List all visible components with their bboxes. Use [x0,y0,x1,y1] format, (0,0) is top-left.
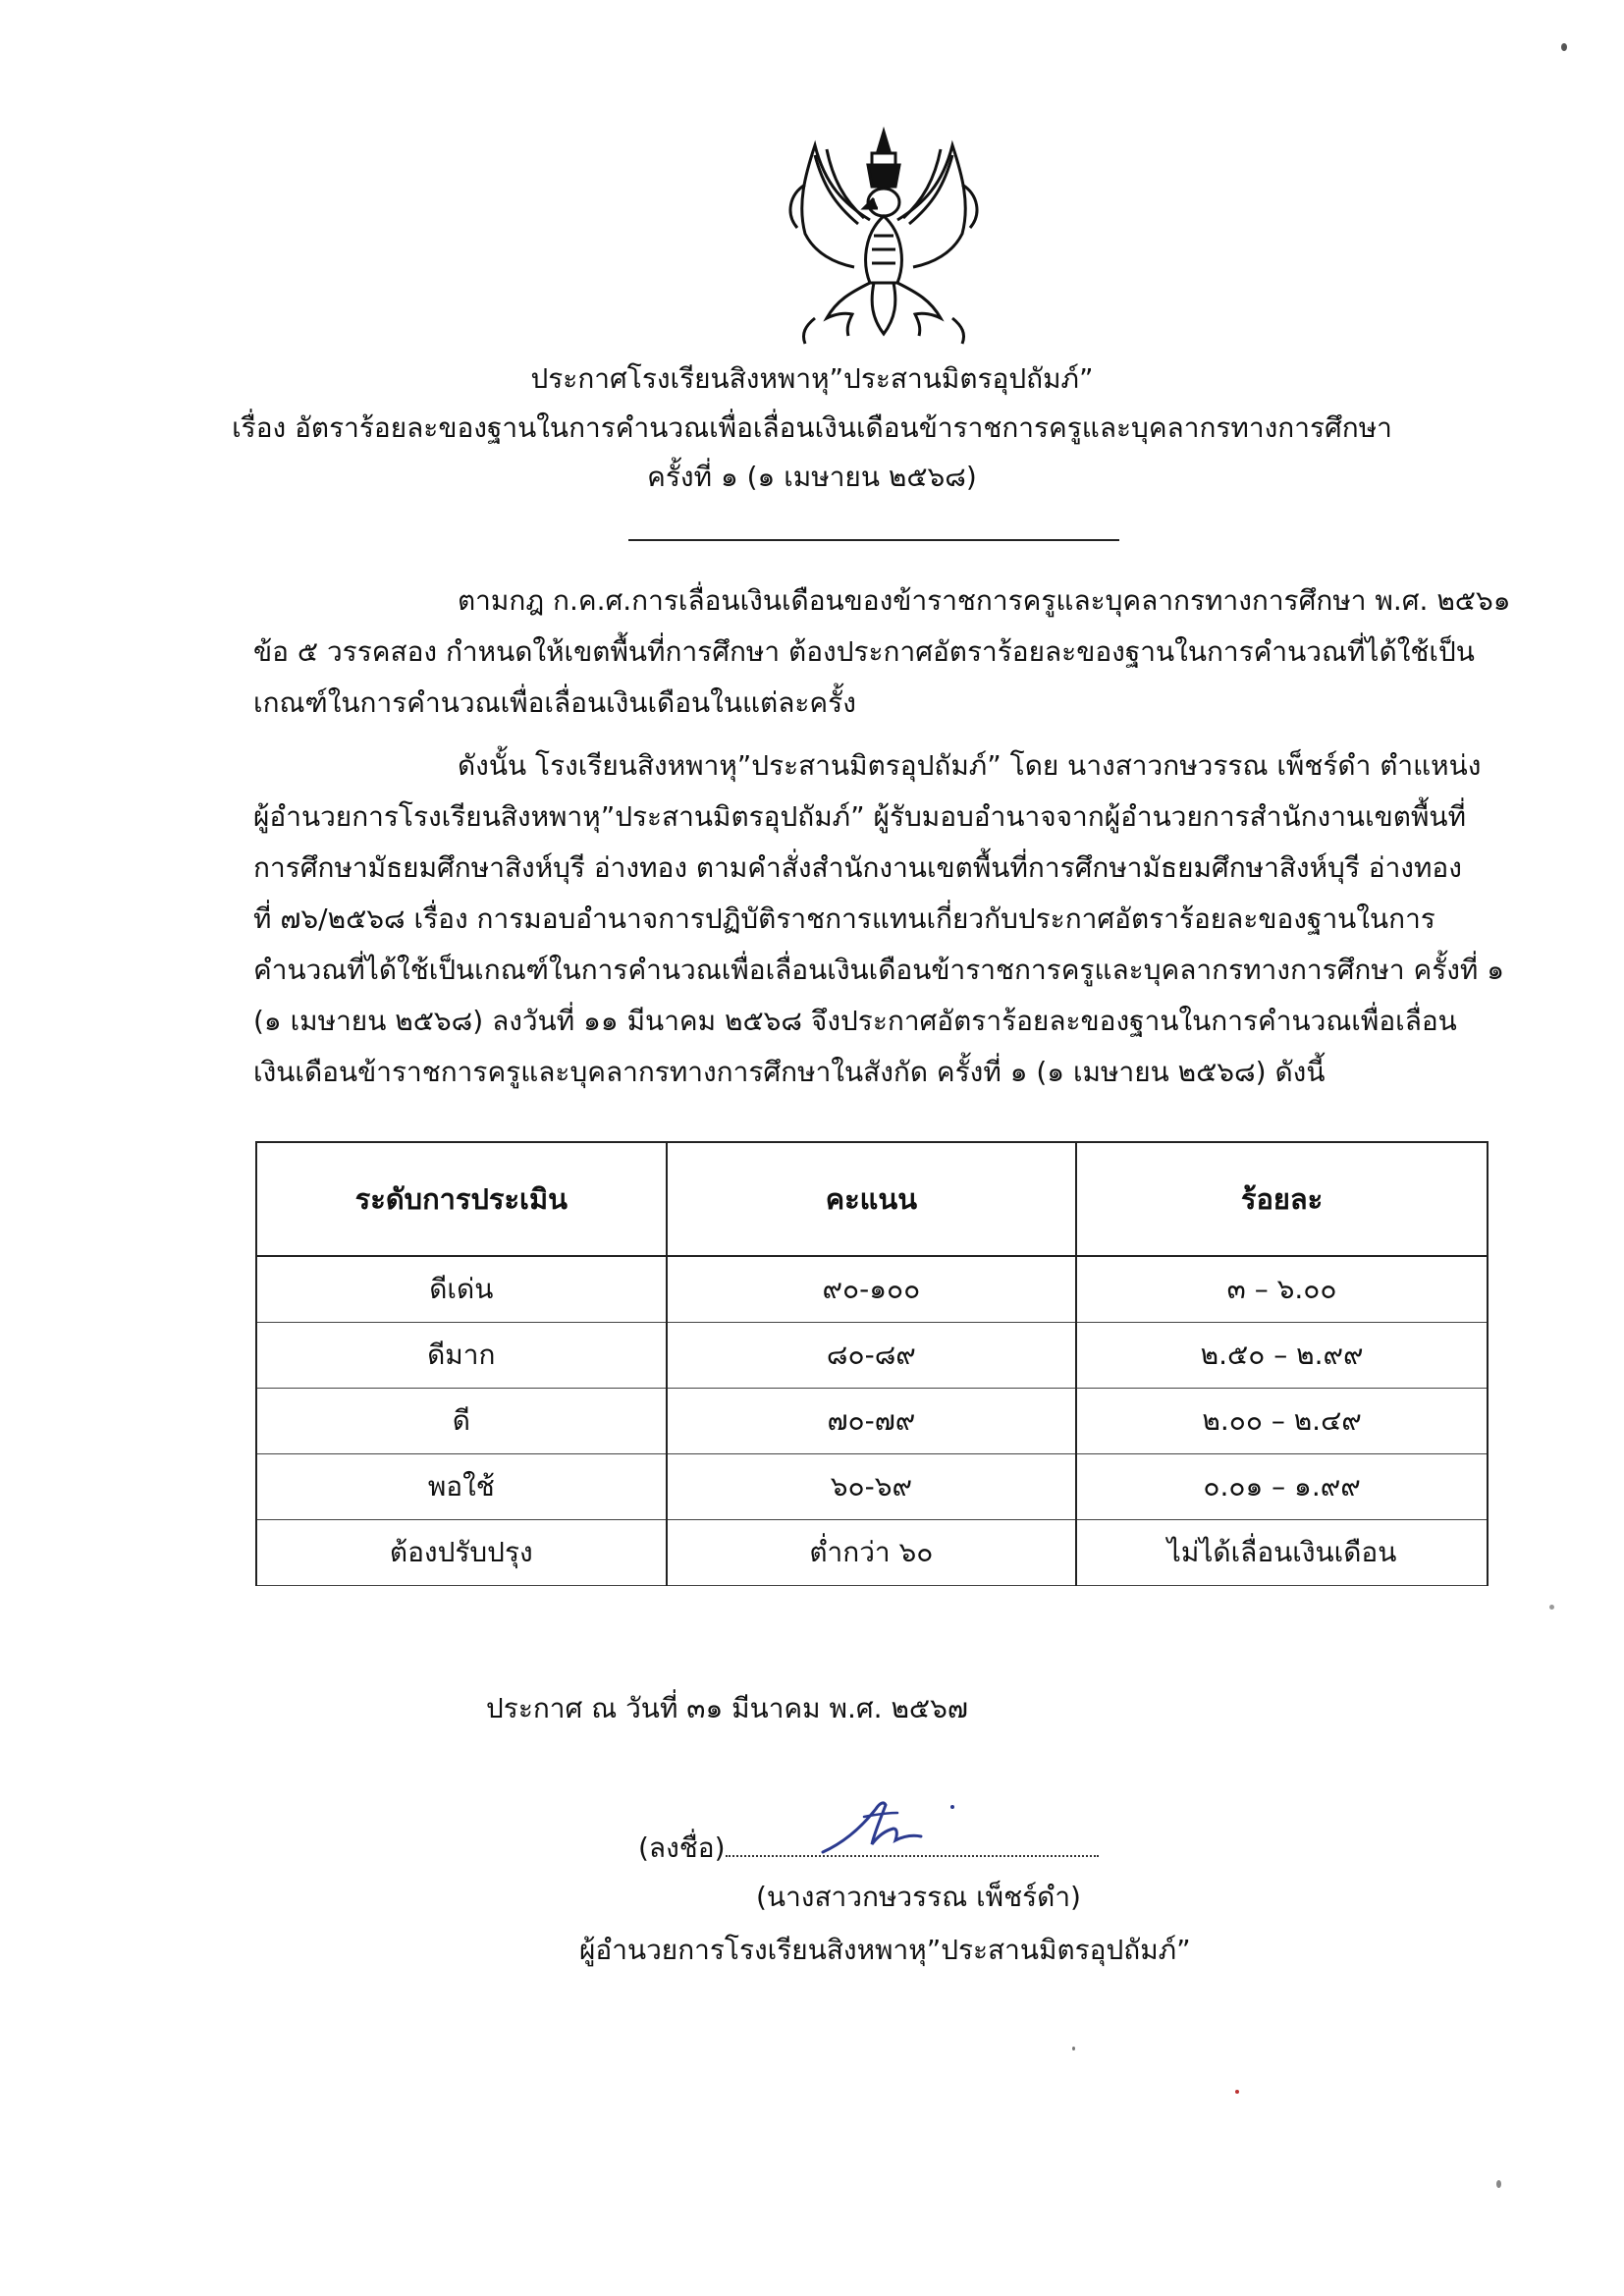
table-row [256,1323,1488,1389]
column-header-score: คะแนน [667,1142,1077,1256]
column-header-percent: ร้อยละ [1076,1142,1488,1256]
cell-percent: ๒.๐๐ – ๒.๔๙ [1076,1389,1488,1454]
scan-speck [1235,2090,1239,2094]
paragraph-1-line-1: ตามกฎ ก.ค.ศ.การเลื่อนเงินเดือนของข้าราชการครูและบุคลากรทางการศึกษา พ.ศ. ๒๕๖๑ [458,584,1511,617]
announcement-title: ประกาศโรงเรียนสิงหพาหุ”ประสานมิตรอุปถัมภ์” [530,362,1094,395]
signer-name: (นางสาวกษวรรณ เพ็ชร์ดำ) [756,1881,1081,1913]
table-row [256,1389,1488,1454]
garuda-emblem-icon [776,126,992,352]
cell-score: ๙๐-๑๐๐ [667,1256,1077,1323]
cell-percent: ๒.๕๐ – ๒.๙๙ [1076,1323,1488,1389]
paragraph-1-line-3: เกณฑ์ในการคำนวณเพื่อเลื่อนเงินเดือนในแต่ละครั้ง [253,686,856,719]
paragraph-2-line-4: ที่ ๗๖/๒๕๖๘ เรื่อง การมอบอำนาจการปฏิบัติราชการแทนเกี่ยวกับประกาศอัตราร้อยละของฐานในการ [253,902,1435,935]
paragraph-1-line-2: ข้อ ๕ วรรคสอง กำหนดให้เขตพื้นที่การศึกษา ต้องประกาศอัตราร้อยละของฐานในการคำนวณที่ได้ใช้เป็น [253,635,1475,668]
cell-score: ๗๐-๗๙ [667,1389,1077,1454]
table-row [256,1520,1488,1586]
table-header-row [256,1142,1488,1256]
cell-score: ๘๐-๘๙ [667,1323,1077,1389]
paragraph-2-line-7: เงินเดือนข้าราชการครูและบุคลากรทางการศึกษาในสังกัด ครั้งที่ ๑ (๑ เมษายน ๒๕๖๘) ดังนี้ [253,1056,1326,1088]
table-row [256,1256,1488,1323]
signer-position: ผู้อำนวยการโรงเรียนสิงหพาหุ”ประสานมิตรอุปถัมภ์” [579,1934,1191,1966]
cell-percent: ๓ – ๖.๐๐ [1076,1256,1488,1323]
evaluation-rate-table [255,1141,1489,1586]
cell-percent: ๐.๐๑ – ๑.๙๙ [1076,1454,1488,1520]
scan-speck [1561,43,1567,51]
announcement-subject: เรื่อง อัตราร้อยละของฐานในการคำนวณเพื่อเลื่อนเงินเดือนข้าราชการครูและบุคลากรทางการศึกษา [232,411,1392,444]
column-header-level: ระดับการประเมิน [256,1142,667,1256]
table-row [256,1454,1488,1520]
cell-level: ดีมาก [256,1323,667,1389]
cell-score: ต่ำกว่า ๖๐ [667,1520,1077,1586]
paragraph-2-line-1: ดังนั้น โรงเรียนสิงหพาหุ”ประสานมิตรอุปถัมภ์” โดย นางสาวกษวรรณ เพ็ชร์ดำ ตำแหน่ง [458,749,1482,782]
cell-level: ดีเด่น [256,1256,667,1323]
announcement-date: ประกาศ ณ วันที่ ๓๑ มีนาคม พ.ศ. ๒๕๖๗ [486,1692,968,1724]
cell-percent: ไม่ได้เลื่อนเงินเดือน [1076,1520,1488,1586]
paragraph-2-line-3: การศึกษามัธยมศึกษาสิงห์บุรี อ่างทอง ตามคำสั่งสำนักงานเขตพื้นที่การศึกษามัธยมศึกษาสิงห์บุรี อ่างทอง [253,851,1462,884]
cell-level: ดี [256,1389,667,1454]
cell-level: พอใช้ [256,1454,667,1520]
paragraph-2-line-2: ผู้อำนวยการโรงเรียนสิงหพาหุ”ประสานมิตรอุปถัมภ์” ผู้รับมอบอำนาจจากผู้อำนวยการสำนักงานเขตพื้นที่ [253,800,1467,833]
paragraph-2-line-5: คำนวณที่ได้ใช้เป็นเกณฑ์ในการคำนวณเพื่อเลื่อนเงินเดือนข้าราชการครูและบุคลากรทางการศึกษา ครั้งที่ ๑ [253,954,1505,986]
sign-label: (ลงชื่อ) [638,1831,726,1864]
scan-speck [1072,2047,1075,2050]
scan-speck [1549,1605,1554,1610]
announcement-round: ครั้งที่ ๑ (๑ เมษายน ๒๕๖๘) [647,461,977,493]
paragraph-2-line-6: (๑ เมษายน ๒๕๖๘) ลงวันที่ ๑๑ มีนาคม ๒๕๖๘ จึงประกาศอัตราร้อยละของฐานในการคำนวณเพื่อเลื่อน [253,1005,1457,1037]
handwritten-signature-icon [815,1787,962,1866]
title-divider [628,539,1119,541]
cell-level: ต้องปรับปรุง [256,1520,667,1586]
cell-score: ๖๐-๖๙ [667,1454,1077,1520]
scan-speck [1496,2180,1501,2188]
